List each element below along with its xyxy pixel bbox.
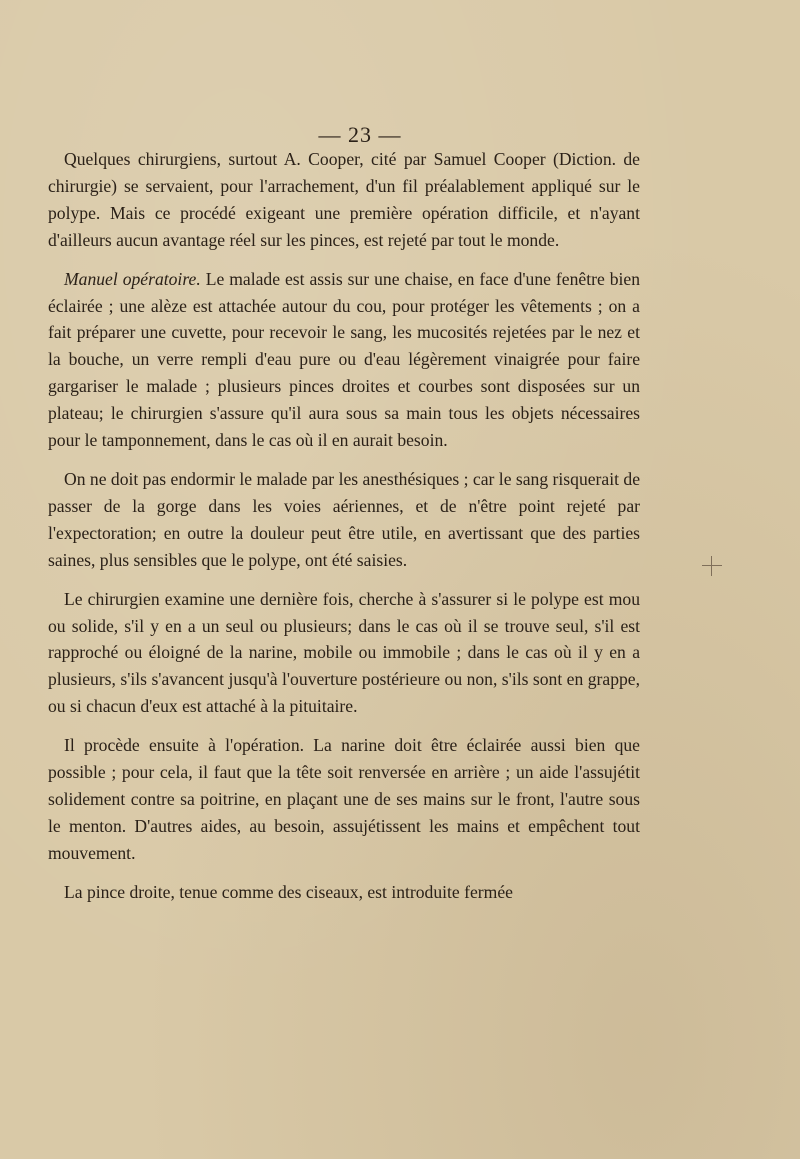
paragraph-4 bbox=[48, 586, 640, 721]
paragraph-2-text: Le malade est assis sur une chaise, en face d'une fenêtre bien éclairée ; une alèze est attachée autour du cou, pour protéger les vêtements ; on a fait préparer une cuvette, pour recevoir le sang, les mucosités rejetées par le nez et la bouche, un verre rempli d'eau pure ou d'eau légèrement vinaigrée pour faire gargariser le malade ; plusieurs pinces droites et courbes sont disposées sur un plateau; le chirurgien s'assure qu'il aura sous sa main tous les objets nécessaires pour le tamponnement, dans le cas où il en aurait besoin. bbox=[48, 268, 640, 451]
paragraph-3 bbox=[48, 466, 640, 574]
paragraph-5 bbox=[48, 732, 640, 867]
paragraph-5-text: Il procède ensuite à l'opération. La narine doit être éclairée aussi bien que possible ; pour cela, il faut que la tête soit renversée en arrière ; un aide l'assujétit solidement contre sa poitrine, en plaçant une de ses mains sur le front, l'autre sous le menton. D'autres aides, au besoin, assujétissent les mains et empêchent tout mouvement. bbox=[48, 735, 640, 863]
paragraph-6 bbox=[48, 879, 640, 906]
paragraph-1-text: Quelques chirurgiens, surtout A. Cooper, cité par Samuel Cooper (Diction. de chirurgie) se servaient, pour l'arrachement, d'un fil préalablement appliqué sur le polype. Mais ce procédé exigeant une première opération difficile, et n'ayant d'ailleurs aucun avantage réel sur les pinces, est rejeté par tout le monde. bbox=[48, 149, 640, 250]
paragraph-3-text: On ne doit pas endormir le malade par les anesthésiques ; car le sang risquerait de passer de la gorge dans les voies aériennes, et de n'être point rejeté par l'expectoration; en outre la douleur peut être utile, en avertissant que des parties saines, plus sensibles que le polype, ont été saisies. bbox=[48, 468, 640, 570]
body-text bbox=[48, 146, 640, 918]
page-number: — 23 — bbox=[318, 122, 402, 147]
paragraph-1 bbox=[48, 146, 640, 254]
paragraph-6-text: La pince droite, tenue comme des ciseaux, est introduite fermée bbox=[64, 881, 513, 902]
paragraph-4-text: Le chirurgien examine une dernière fois, cherche à s'assurer si le polype est mou ou solide, s'il y en a un seul ou plusieurs; dans le cas où il se trouve seul, s'il est rapproché ou éloigné de la narine, mobile ou immobile ; dans le cas où il y en a plusieurs, s'ils s'avancent jusqu'à l'ouverture postérieure ou non, s'ils sont en grappe, ou si chacun d'eux est attaché à la pituitaire. bbox=[48, 588, 640, 717]
paragraph-2 bbox=[48, 266, 640, 454]
paragraph-2-lead: Manuel opératoire. bbox=[64, 268, 201, 289]
margin-cross-mark bbox=[700, 554, 724, 578]
